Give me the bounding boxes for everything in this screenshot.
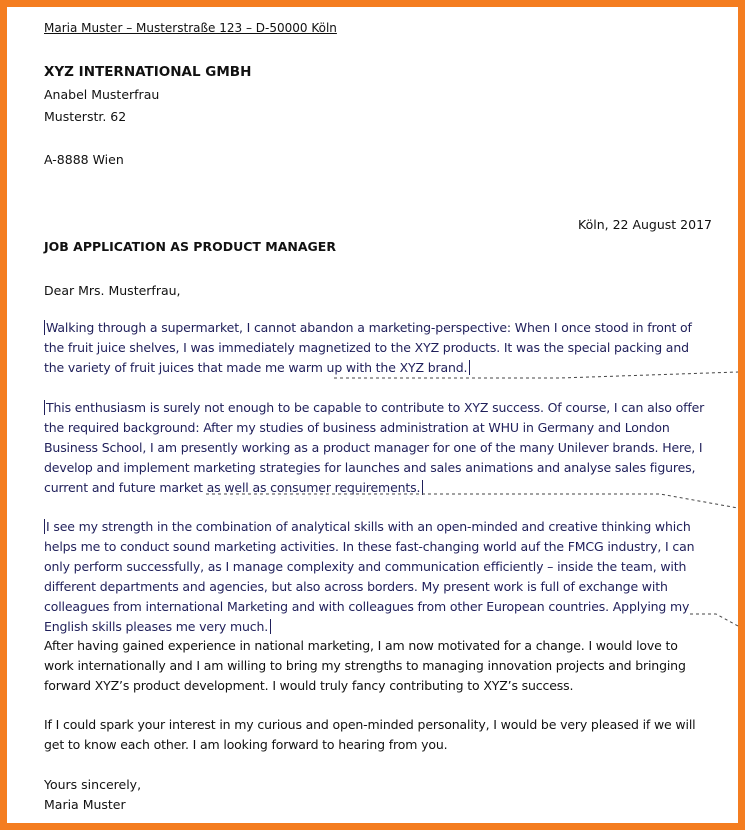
comment-end-marker: [422, 480, 423, 495]
comment-start-marker: [44, 320, 45, 335]
comment-start-marker: [44, 519, 45, 534]
letter-subject: JOB APPLICATION AS PRODUCT MANAGER: [44, 239, 336, 254]
paragraph-1-text: Walking through a supermarket, I cannot abandon a marketing-perspective: When I once stood in front of the fruit juice shelves, I was immediately magnetized to the XYZ products. It was the special packing and the variety of fruit juices that made me warm up with the XYZ brand.: [44, 320, 692, 375]
letter-date: Köln, 22 August 2017: [578, 217, 712, 232]
paragraph-4[interactable]: [44, 636, 708, 696]
paragraph-1[interactable]: [44, 318, 708, 378]
paragraph-3[interactable]: [44, 517, 708, 637]
paragraph-3-text: I see my strength in the combination of analytical skills with an open-minded and creative thinking which helps me to conduct sound marketing activities. In these fast-changing world auf the FMCG industry, I can only perform successfully, as I manage complexity and communication efficiently – inside the team, with different departments and agencies, but also across borders. My present work is full of exchange with colleagues from international Marketing and with colleagues from other European countries. Applying my English skills pleases me very much.: [44, 519, 695, 634]
recipient-street: Musterstr. 62: [44, 109, 127, 124]
sender-address-line: Maria Muster – Musterstraße 123 – D-50000 Köln: [44, 21, 337, 35]
paragraph-2-text: This enthusiasm is surely not enough to be capable to contribute to XYZ success. Of course, I can also offer the required background: After my studies of business administration at WHU in Germany and London Business School, I am presently working as a product manager for one of the many Unilever brands. Here, I develop and implement marketing strategies for launches and sales animations and analyse sales figures, current and future market as well as consumer requirements.: [44, 400, 705, 495]
paragraph-5-text: If I could spark your interest in my curious and open-minded personality, I would be very pleased if we will get to know each other. I am looking forward to hearing from you.: [44, 717, 696, 752]
recipient-city: A-8888 Wien: [44, 152, 124, 167]
signer-name: Maria Muster: [44, 797, 126, 812]
recipient-company: XYZ INTERNATIONAL GMBH: [44, 64, 252, 80]
paragraph-5[interactable]: [44, 715, 708, 755]
comment-end-marker: [469, 360, 470, 375]
comment-end-marker: [270, 619, 271, 634]
salutation: Dear Mrs. Musterfrau,: [44, 283, 181, 298]
recipient-name: Anabel Musterfrau: [44, 87, 160, 102]
closing: Yours sincerely,: [44, 777, 142, 792]
comment-start-marker: [44, 400, 45, 415]
paragraph-4-text: After having gained experience in national marketing, I am now motivated for a change. I would love to work internationally and I am willing to bring my strengths to managing innovation projects and bringing forward XYZ’s product development. I would truly fancy contributing to XYZ’s success.: [44, 638, 686, 693]
paragraph-2[interactable]: [44, 398, 708, 498]
